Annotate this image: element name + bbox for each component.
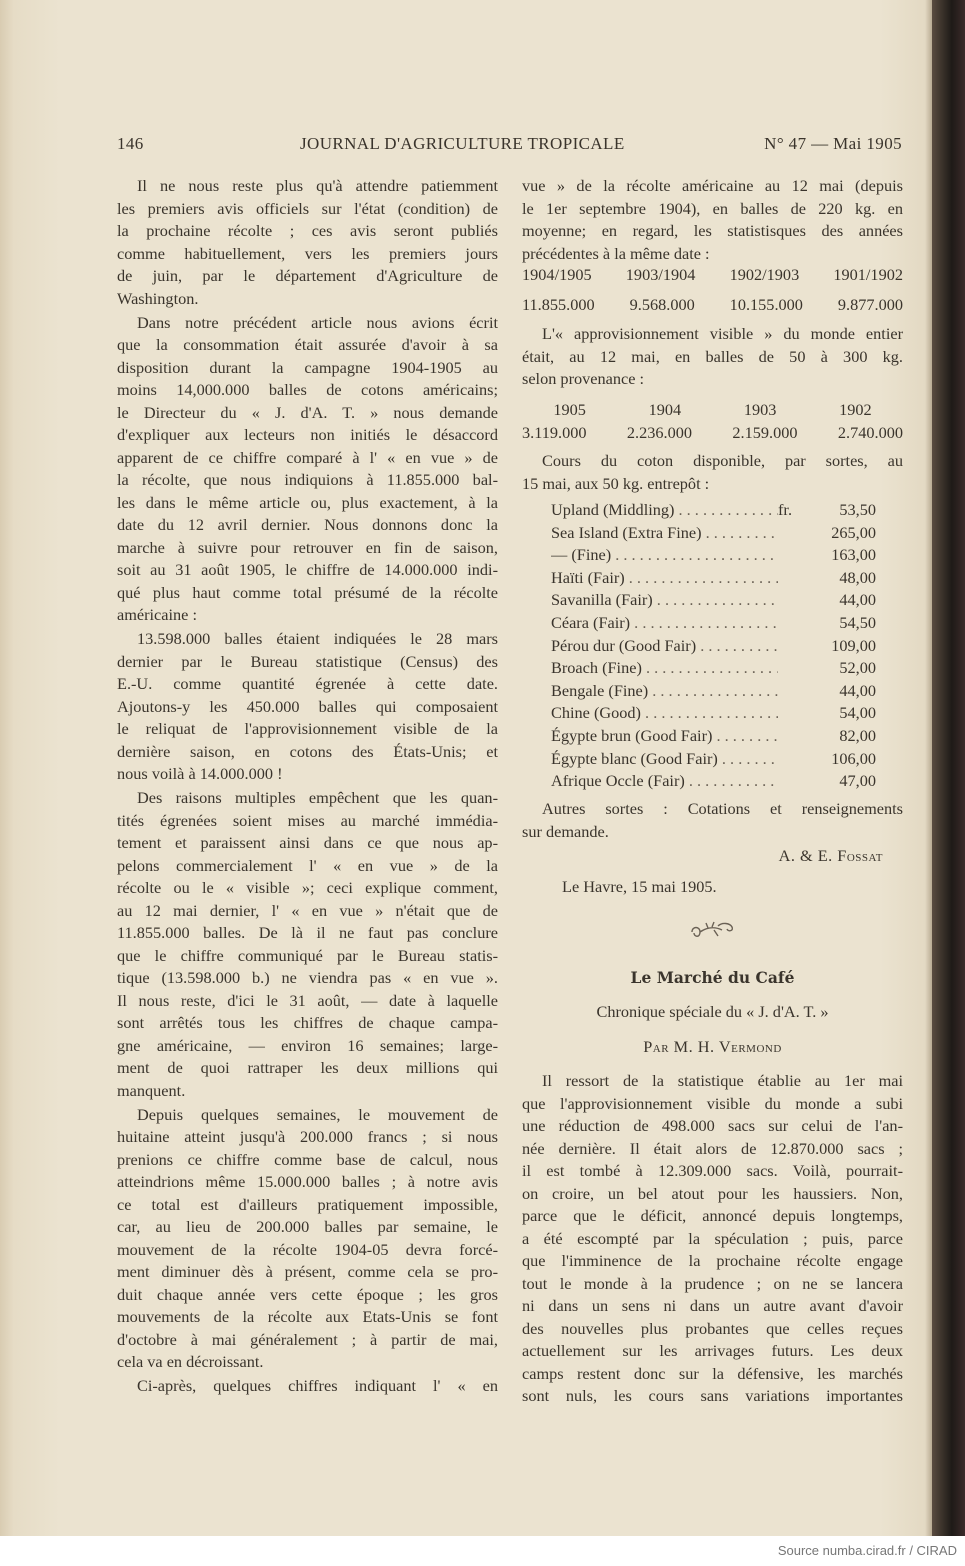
price-unit: fr.	[778, 500, 793, 519]
price-row	[551, 499, 876, 522]
price-value: 82,00	[839, 725, 876, 745]
price-unit	[778, 612, 818, 635]
text-line: de juin, par le département d'Agriculture de	[117, 266, 498, 285]
paragraph	[117, 175, 498, 310]
table-cell: 1902/1903	[729, 265, 800, 284]
text-line: ment de quoi rattraper les deux millions qui	[117, 1058, 498, 1077]
price-unit	[778, 725, 818, 748]
text-line: soit au 31 août 1905, le chiffre de 14.000.000 indi-	[117, 560, 498, 579]
paragraph	[522, 1070, 903, 1408]
coffee-paragraph	[522, 1070, 903, 1408]
paragraph	[522, 323, 903, 391]
text-line: les premiers avis officiels sur l'état (condition) de	[117, 198, 498, 218]
price-row	[551, 567, 876, 590]
text-line: actuellement sur les arrivages futurs. Les deux	[522, 1341, 903, 1360]
text-line: manquent.	[117, 1080, 186, 1100]
text-line: au 12 mai dernier, l' « en vue » n'était que de	[117, 900, 498, 920]
paragraph	[117, 628, 498, 786]
text-line: la récolte, que nous indiquions à 11.855.000 bal-	[117, 470, 498, 489]
table-cell: 11.855.000	[522, 295, 595, 314]
price-row	[551, 680, 876, 703]
table-cell: 1904/1905	[522, 265, 592, 284]
price-value: 48,00	[839, 567, 876, 587]
text-line: Ci-après, quelques chiffres indiquant l' « en	[137, 1376, 498, 1395]
price-unit	[778, 589, 818, 612]
price-unit	[778, 748, 818, 771]
text-line: parce que le déficit, annoncé depuis longtemps,	[522, 1206, 903, 1225]
text-line: nous voilà à 14.000.000 !	[117, 764, 283, 783]
text-line: que l'approvisionnement visible du monde a subi	[522, 1093, 903, 1113]
text-line: américaine :	[117, 605, 197, 624]
text-line: Des raisons multiples empêchent que les quan-	[137, 788, 498, 807]
price-name: Céara (Fair) . . .	[551, 612, 778, 635]
price-row	[551, 702, 876, 725]
price-name: Afrique Occle (Fair) . . .	[551, 770, 778, 793]
text-line: des nouvelles plus probantes que celles reçues	[522, 1318, 903, 1338]
text-line: gne américaine, — environ 16 semaines; large-	[117, 1035, 498, 1055]
text-line: Cours du coton disponible, par sortes, au	[542, 451, 903, 470]
paragraph	[117, 1104, 498, 1374]
price-unit	[778, 770, 818, 793]
table-cell: 1905	[553, 400, 586, 419]
text-line: sont arrêtés tous les chiffres de chaque campa-	[117, 1013, 498, 1032]
visible-supply-table	[522, 398, 903, 444]
left-column	[117, 175, 498, 1398]
text-line: une réduction de 498.000 sacs sur celui de l'an-	[522, 1116, 903, 1135]
text-line: on croire, un bel atout pour les haussiers. Non,	[522, 1183, 903, 1203]
text-line: L'« approvisionnement visible » du monde entier	[542, 324, 903, 343]
text-line: les dans le même article ou, plus exactement, à la	[117, 492, 498, 512]
text-line: le 1er septembre 1904), en balles de 220 kg. en	[522, 198, 903, 218]
page-number: 146	[117, 134, 144, 153]
price-unit	[778, 522, 818, 545]
text-line: sont nuls, les cours sans variations importantes	[522, 1386, 903, 1405]
text-line: vue » de la récolte américaine au 12 mai (depuis	[522, 176, 903, 195]
price-value: 52,00	[839, 658, 876, 678]
text-line: Ajoutons-y les 450.000 balles qui composaient	[117, 696, 498, 716]
table-cell: 1903/1904	[625, 265, 696, 284]
price-value: 54,50	[839, 612, 876, 632]
price-row	[551, 544, 876, 567]
price-value: 163,00	[831, 545, 876, 565]
price-row	[551, 725, 876, 748]
paragraph	[522, 450, 903, 495]
text-line: disposition durant la campagne 1904-1905 au	[117, 357, 498, 377]
price-unit	[778, 702, 818, 725]
coffee-title: Le Marché du Café	[630, 968, 795, 987]
paragraph	[117, 787, 498, 1102]
text-line: pelons commercialement l' « en vue » de la	[117, 855, 498, 875]
text-line: Il nous reste, d'ici le 31 août, — date à laquelle	[117, 990, 498, 1010]
text-line: tités égrenées soient mises au marché immédia-	[117, 810, 498, 830]
table-cell: 1902	[839, 400, 872, 419]
text-line: Dans notre précédent article nous avions écrit	[137, 312, 498, 332]
price-value: 53,50	[839, 500, 876, 519]
price-name: Pérou dur (Good Fair) . . .	[551, 635, 778, 658]
price-value: 44,00	[839, 680, 876, 700]
text-line: E.-U. comme quantité égrenée à cette date.	[117, 674, 498, 693]
text-line: récolte ou le « visible »; ceci explique comment,	[117, 878, 498, 897]
table-cell: 9.568.000	[629, 295, 695, 314]
table-cell: 10.155.000	[729, 295, 803, 314]
text-line: que la consommation était assurée d'avoir à sa	[117, 335, 498, 354]
text-line: moins 14,000.000 balles de cotons américains;	[117, 380, 498, 399]
table-cell: 1904	[648, 400, 682, 419]
price-value: 106,00	[831, 748, 876, 768]
text-line: tique (13.598.000 b.) ne viendra pas « en vue ».	[117, 968, 498, 987]
text-line: tout le monde à la prudence ; on ne se lancera	[522, 1273, 903, 1293]
text-line: ce total est d'ailleurs pratiquement impossible,	[117, 1194, 498, 1214]
text-line: selon provenance :	[522, 369, 645, 388]
issue-info: N° 47 — Mai 1905	[764, 134, 902, 153]
text-line: le reliquat de l'approvisionnement visible de la	[117, 719, 498, 738]
text-line: prenions ce chiffre comme base de calcul, nous	[117, 1149, 498, 1169]
price-name: Savanilla (Fair) . . .	[551, 589, 778, 612]
text-line: qué plus haut comme total présumé de la récolte	[117, 582, 498, 602]
coffee-author: Par M. H. Vermond	[643, 1037, 782, 1056]
price-name: Égypte brun (Good Fair) . . .	[551, 725, 778, 748]
text-line: comme habituellement, vers les premiers jours	[117, 243, 498, 263]
table-cell: 3.119.000	[522, 423, 587, 442]
price-unit	[778, 657, 818, 680]
text-line: marche à suivre pour retrouver en fin de saison,	[117, 537, 498, 557]
source-credit: Source numba.cirad.fr / CIRAD	[777, 1543, 957, 1558]
text-line: tement et paraissent ainsi dans ce que nous ap-	[117, 833, 498, 852]
text-line: 11.855.000 balles. De là il ne faut pas conclure	[117, 923, 498, 942]
price-unit	[778, 680, 818, 703]
paragraph	[117, 1375, 498, 1398]
text-line: que l'imminence de la prochaine récolte engage	[522, 1251, 903, 1270]
text-line: mouvement de la récolte 1904-05 devra forcé-	[117, 1239, 498, 1259]
table-cell: 1903	[743, 400, 777, 419]
text-line: Washington.	[117, 288, 199, 308]
text-line: Depuis quelques semaines, le mouvement de	[137, 1104, 498, 1124]
text-line: d'expliquer aux lecteurs non initiés le désaccord	[117, 425, 498, 444]
text-line: mouvements de la récolte aux Etats-Unis se font	[117, 1307, 498, 1326]
text-line: a été escompté par la spéculation ; puis, parce	[522, 1228, 903, 1248]
journal-title: JOURNAL D'AGRICULTURE TROPICALE	[300, 134, 625, 153]
text-line: dernière saison, en cotons des États-Unis; et	[117, 741, 498, 761]
paragraph	[117, 312, 498, 627]
text-line: 15 mai, aux 50 kg. entrepôt :	[522, 473, 710, 493]
price-unit	[778, 635, 818, 658]
text-line: le Directeur du « J. d'A. T. » nous demande	[117, 402, 498, 422]
price-row	[551, 522, 876, 545]
cotton-price-list	[551, 499, 876, 793]
price-row	[551, 612, 876, 635]
source-footer	[0, 1536, 965, 1566]
text-line: Il ressort de la statistique établie au 1er mai	[542, 1071, 903, 1090]
price-row	[551, 657, 876, 680]
text-line: duit chaque année vers cette époque ; les gros	[117, 1284, 498, 1304]
text-line: cela va en décroissant.	[117, 1352, 264, 1371]
crop-table	[522, 263, 903, 316]
text-line: car, au lieu de 200.000 balles par semaine, le	[117, 1217, 498, 1236]
price-unit	[778, 567, 818, 590]
signature: A. & E. Fossat	[778, 846, 883, 865]
table-cell: 2.236.000	[626, 423, 693, 442]
text-line: Il ne nous reste plus qu'à attendre patiemment	[137, 176, 498, 195]
text-line: atteindrions même 15.000.000 balles ; à notre avis	[117, 1172, 498, 1191]
text-line: dernier par le Bureau statistique (Census) des	[117, 651, 498, 671]
price-value: 109,00	[831, 635, 876, 655]
text-line: la prochaine récolte ; ces avis seront publiés	[117, 221, 498, 240]
price-row	[551, 635, 876, 658]
text-line: il est tombé à 12.309.000 sacs. Voilà, pourrait-	[522, 1161, 903, 1180]
price-row	[551, 770, 876, 793]
text-line: huitaine atteint jusqu'à 200.000 francs ; si nous	[117, 1127, 498, 1146]
table-cell: 9.877.000	[837, 295, 903, 314]
price-row	[551, 748, 876, 771]
ornament-icon	[522, 918, 903, 947]
price-name: Bengale (Fine) . . .	[551, 680, 778, 703]
visible-supply-paragraph	[522, 323, 903, 391]
text-line: moyenne; en regard, les statistisques des années	[522, 221, 903, 240]
price-name: — (Fine) . . .	[551, 544, 778, 567]
paragraph	[522, 798, 903, 843]
price-name: Sea Island (Extra Fine) . . .	[551, 522, 778, 545]
text-line: était, au 12 mai, en balles de 50 à 300 kg.	[522, 346, 903, 366]
price-value: 54,00	[839, 703, 876, 723]
text-line: d'octobre à mai généralement ; à partir de mai,	[117, 1329, 498, 1349]
right-intro-paragraph	[522, 175, 903, 265]
price-unit	[778, 544, 818, 567]
text-line: date du 12 avril dernier. Nous donnons donc la	[117, 515, 498, 534]
price-value: 47,00	[839, 771, 876, 791]
text-line: sur demande.	[522, 821, 609, 841]
text-line: ni dans un sens ni dans un autre avant d'avoir	[522, 1296, 903, 1315]
book-binding-edge	[932, 0, 965, 1536]
price-value: 44,00	[839, 590, 876, 610]
table-cell: 2.159.000	[732, 423, 798, 442]
paragraph	[522, 175, 903, 265]
text-line: que le chiffre communiqué par le Bureau statis-	[117, 945, 498, 965]
text-line: Autres sortes : Cotations et renseignements	[542, 799, 903, 818]
table-cell: 2.740.000	[837, 423, 903, 442]
price-name: Haïti (Fair) . . .	[551, 567, 778, 590]
coffee-subtitle: Chronique spéciale du « J. d'A. T. »	[596, 1002, 829, 1021]
text-line: ment diminuer dès à présent, comme cela se pro-	[117, 1262, 498, 1281]
dateline: Le Havre, 15 mai 1905.	[562, 877, 717, 896]
text-line: apparent de ce chiffre comparé à l' « en vue » de	[117, 447, 498, 467]
price-name: Broach (Fine) . . .	[551, 657, 778, 680]
text-line: précédentes à la même date :	[522, 243, 710, 263]
text-line: née dernière. Il était alors de 12.870.000 sacs ;	[522, 1138, 903, 1158]
text-line: camps restent donc sur la défensive, les marchés	[522, 1363, 903, 1383]
price-value: 265,00	[831, 522, 876, 542]
text-line: 13.598.000 balles étaient indiquées le 28 mars	[137, 629, 498, 648]
price-name: Égypte blanc (Good Fair) . . .	[551, 748, 778, 771]
other-sorts-paragraph	[522, 798, 903, 843]
prices-paragraph	[522, 450, 903, 495]
price-name: Upland (Middling) . . .	[551, 499, 778, 522]
price-name: Chine (Good) . . .	[551, 702, 778, 725]
price-row	[551, 589, 876, 612]
table-cell: 1901/1902	[833, 265, 903, 284]
